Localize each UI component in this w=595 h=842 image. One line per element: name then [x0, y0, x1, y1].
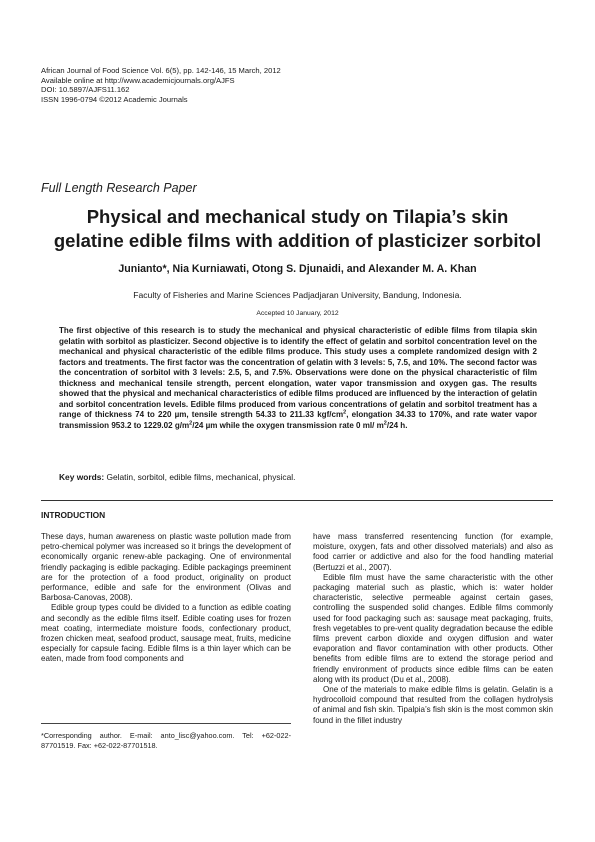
abstract-superscript: 2 — [189, 420, 193, 427]
affiliation: Faculty of Fisheries and Marine Sciences Padjadjaran University, Bandung, Indonesia. — [133, 290, 462, 300]
paragraph: These days, human awareness on plastic waste pollution made from petro-chemical polymer was increased so it brings the development of economically organic renew-able packaging. One of environmental friendly packaging is edible packaging. Edible packagings preeminent are for the protection of a food product, originality on product performance, edible and safe for the environment (Olivas and Barbosa-Canovas, 2008). — [41, 532, 291, 603]
section-heading-introduction: INTRODUCTION — [41, 510, 106, 520]
paragraph: One of the materials to make edible films is gelatin. Gelatin is a hydrocolloid compound that resulted from the collagen hydrolysis of animal and fish skin. Tipalpia’s fish skin is the most common skin found in the fillet industry — [313, 685, 553, 725]
journal-issn: ISSN 1996-0794 ©2012 Academic Journals — [41, 94, 188, 104]
journal-url: Available online at http://www.academicjournals.org/AJFS — [41, 75, 235, 85]
accepted-date: Accepted 10 January, 2012 — [256, 310, 339, 317]
journal-header — [41, 66, 461, 104]
abstract-end: /24 h. — [386, 420, 408, 430]
corresponding-author-footnote: *Corresponding author. E-mail: anto_lisc@yahoo.com. Tel: +62-022-87701519. Fax: +62-022-87701518. — [41, 731, 291, 750]
right-column — [313, 532, 553, 726]
keywords-label: Key words: — [59, 472, 105, 482]
authors: Junianto*, Nia Kurniawati, Otong S. Djunaidi, and Alexander M. A. Khan — [118, 263, 477, 275]
left-column — [41, 532, 291, 665]
paper-title — [30, 205, 565, 253]
journal-doi: DOI: 10.5897/AJFS11.162 — [41, 85, 130, 95]
abstract — [59, 326, 537, 431]
title-line-2: gelatine edible films with addition of plasticizer sorbitol — [53, 230, 542, 251]
abstract-main: The first objective of this research is to study the mechanical and physical characteristic of edible films from tilapia skin gelatin with sorbitol as plasticizer. Second objective is to identify the effect of gelatin and sorbitol concentration level on the mechanical and physical characteristic of the edible films produce. This study uses a complete randomized design with 2 factors and treatments. The first factor was the concentration of gelatin with 3 levels: 5, 7.5, and 10%. The second factor was the concentration of sorbitol with 3 levels: 2.5, 5, and 7.5%. Observations were done on the physical characteristic of film thickness and mechanical tensile strength, percent elongation, water vapor transmission and oxygen gas. The results showed that the physical and mechanical characteristics of edible films produced are influenced by the interaction of gelatin and sorbitol concentration levels. Edible films produced from various concentrations of gelatin and sorbitol treatment has a range of thickness 74 to 220 µm, tensile strength 54.33 to 211.33 kgf/cm — [59, 326, 537, 420]
abstract-superscript: 2 — [383, 420, 387, 427]
footnote-divider — [41, 723, 291, 724]
paragraph: have mass transferred resentencing function (for example, moisture, oxygen, fats and other dissolved materials) and also as food carrier or addictive and also for the food handling material (Bertuzzi et al., 2007). — [313, 532, 553, 572]
keywords — [59, 472, 539, 482]
journal-citation: African Journal of Food Science Vol. 6(5), pp. 142-146, 15 March, 2012 — [41, 66, 281, 75]
paper-type: Full Length Research Paper — [41, 181, 197, 195]
abstract-mid-1: , elongation 34.33 to 170%, and rate water vapor transmission 953.2 to 1229.02 g/m — [59, 410, 537, 430]
section-divider — [41, 500, 553, 501]
title-line-1: Physical and mechanical study on Tilapia’s skin — [86, 206, 509, 227]
keywords-text: Gelatin, sorbitol, edible films, mechanical, physical. — [104, 472, 296, 482]
paragraph: Edible film must have the same characteristic with the other packaging material such as plastic, which is: water holder characteristic, selective permeable against certain gases, controlling the suspended solid changes. Edible films commonly used for food packaging such as: sausage meat packaging, fruits, fresh vegetables to pre-vent quality degradation because the edible films prevent carbon dioxide and oxygen diffusion and water evaporation and flavor contamination with other products. Other benefits from edible films are to extend the storage period and friendly environment of products since edible films can be eaten along with its product (Du et al., 2008). — [313, 572, 553, 684]
abstract-mid-2: /24 µm while the oxygen transmission rate 0 ml/ m — [192, 420, 384, 430]
abstract-superscript: 2 — [343, 409, 347, 416]
paragraph: Edible group types could be divided to a function as edible coating and secondly as the edible films itself. Edible coating uses for frozen meat coating, intermediate moisture foods, confectionary product, frozen chicken meat, seafood product, sausage meat, fruits, medicine especially for capsule facing. Edible films is a thin layer which can be eaten, made from food components and — [41, 603, 291, 664]
